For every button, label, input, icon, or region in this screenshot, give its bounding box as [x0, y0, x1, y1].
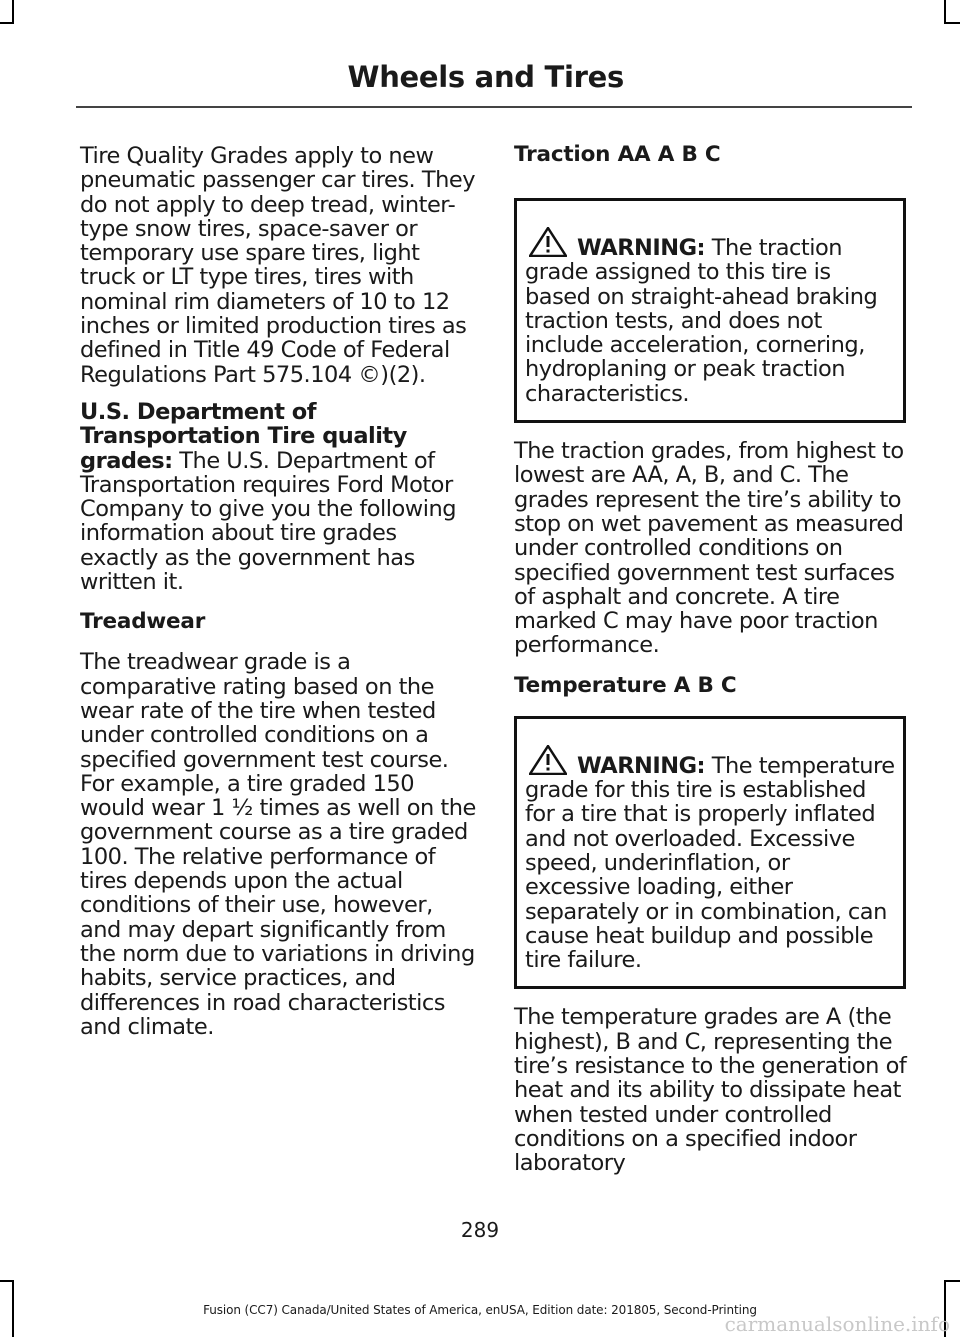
- treadwear-heading: Treadwear: [80, 609, 206, 635]
- page-number: 289: [460, 1218, 500, 1242]
- temperature-paragraph: The temperature grades are A (the highest), B and C, representing the tire’s resistance to the generation of heat and its ability to dissipate heat when tested under controlled conditions on a specified indoor laboratory: [514, 1004, 907, 1177]
- traction-paragraph: The traction grades, from highest to lowest are AA, A, B, and C. The grades represent the tire’s ability to stop on wet pavement as measured under controlled conditions on specified government test surfaces of asphalt and concrete. A tire marked C may have poor traction performance.: [514, 438, 904, 659]
- temperature-warning-box: [514, 716, 906, 990]
- crop-mark-top-left-h: [0, 22, 14, 24]
- crop-mark-top-right-h: [944, 22, 960, 24]
- page-title: Wheels and Tires: [347, 60, 624, 94]
- temperature-heading: Temperature A B C: [514, 672, 737, 698]
- watermark: carmanualsonline.info: [724, 1312, 950, 1336]
- traction-warning-paragraph: [525, 227, 895, 406]
- crop-mark-top-left-v: [12, 0, 14, 22]
- dot-heading: U.S. Department of Transportation Tire quality grades:: [80, 398, 407, 474]
- traction-warning-text: The traction grade assigned to this tire is based on straight-ahead braking traction tests, and does not include acceleration, cornering, hydroplaning or peak traction characteristics.: [525, 235, 878, 407]
- dot-text: The U.S. Department of Transportation requires Ford Motor Company to give you the following information about tire grades exactly as the government has written it.: [80, 447, 456, 596]
- temperature-warning-label: WARNING:: [577, 752, 706, 779]
- treadwear-paragraph: The treadwear grade is a comparative rating based on the wear rate of the tire when tested under controlled conditions on a specified government test course. For example, a tire graded 150 would wear 1 ½ times as well on the government course as a tire graded 100. The relative performance of tires depends upon the actual conditions of their use, however, and may depart significantly from the norm due to variations in driving habits, service practices, and differences in road characteristics and climate.: [80, 649, 476, 1040]
- warning-triangle-icon: [529, 745, 567, 775]
- traction-heading: Traction AA A B C: [514, 142, 721, 167]
- temperature-warning-paragraph: [525, 745, 895, 973]
- traction-warning-label: WARNING:: [577, 235, 706, 261]
- traction-warning-box: [514, 198, 906, 423]
- intro-paragraph: Tire Quality Grades apply to new pneumatic passenger car tires. They do not apply to deep tread, winter-type snow tires, space-saver or temporary use spare tires, light truck or LT type tires, tires with nominal rim diameters of 10 to 12 inches or limited production tires as defined in Title 49 Code of Federal Regulations Part 575.104 ©)(2).: [80, 143, 476, 388]
- crop-mark-top-right-v: [944, 0, 946, 22]
- crop-mark-bottom-right-h: [944, 1280, 960, 1282]
- temperature-warning-text: The temperature grade for this tire is established for a tire that is properly inflated and not overloaded. Excessive speed, underinflation, or excessive loading, either separately or in combination, can cause heat buildup and possible tire failure.: [525, 752, 895, 974]
- header-divider: [76, 106, 912, 108]
- left-column: [80, 144, 480, 1052]
- footer-edition: Fusion (CC7) Canada/United States of America, enUSA, Edition date: 201805, Second-Printing: [203, 1303, 757, 1317]
- right-column: [514, 143, 908, 1189]
- warning-triangle-icon: [529, 227, 567, 257]
- crop-mark-bottom-left-h: [0, 1280, 14, 1282]
- dot-paragraph: [80, 400, 480, 594]
